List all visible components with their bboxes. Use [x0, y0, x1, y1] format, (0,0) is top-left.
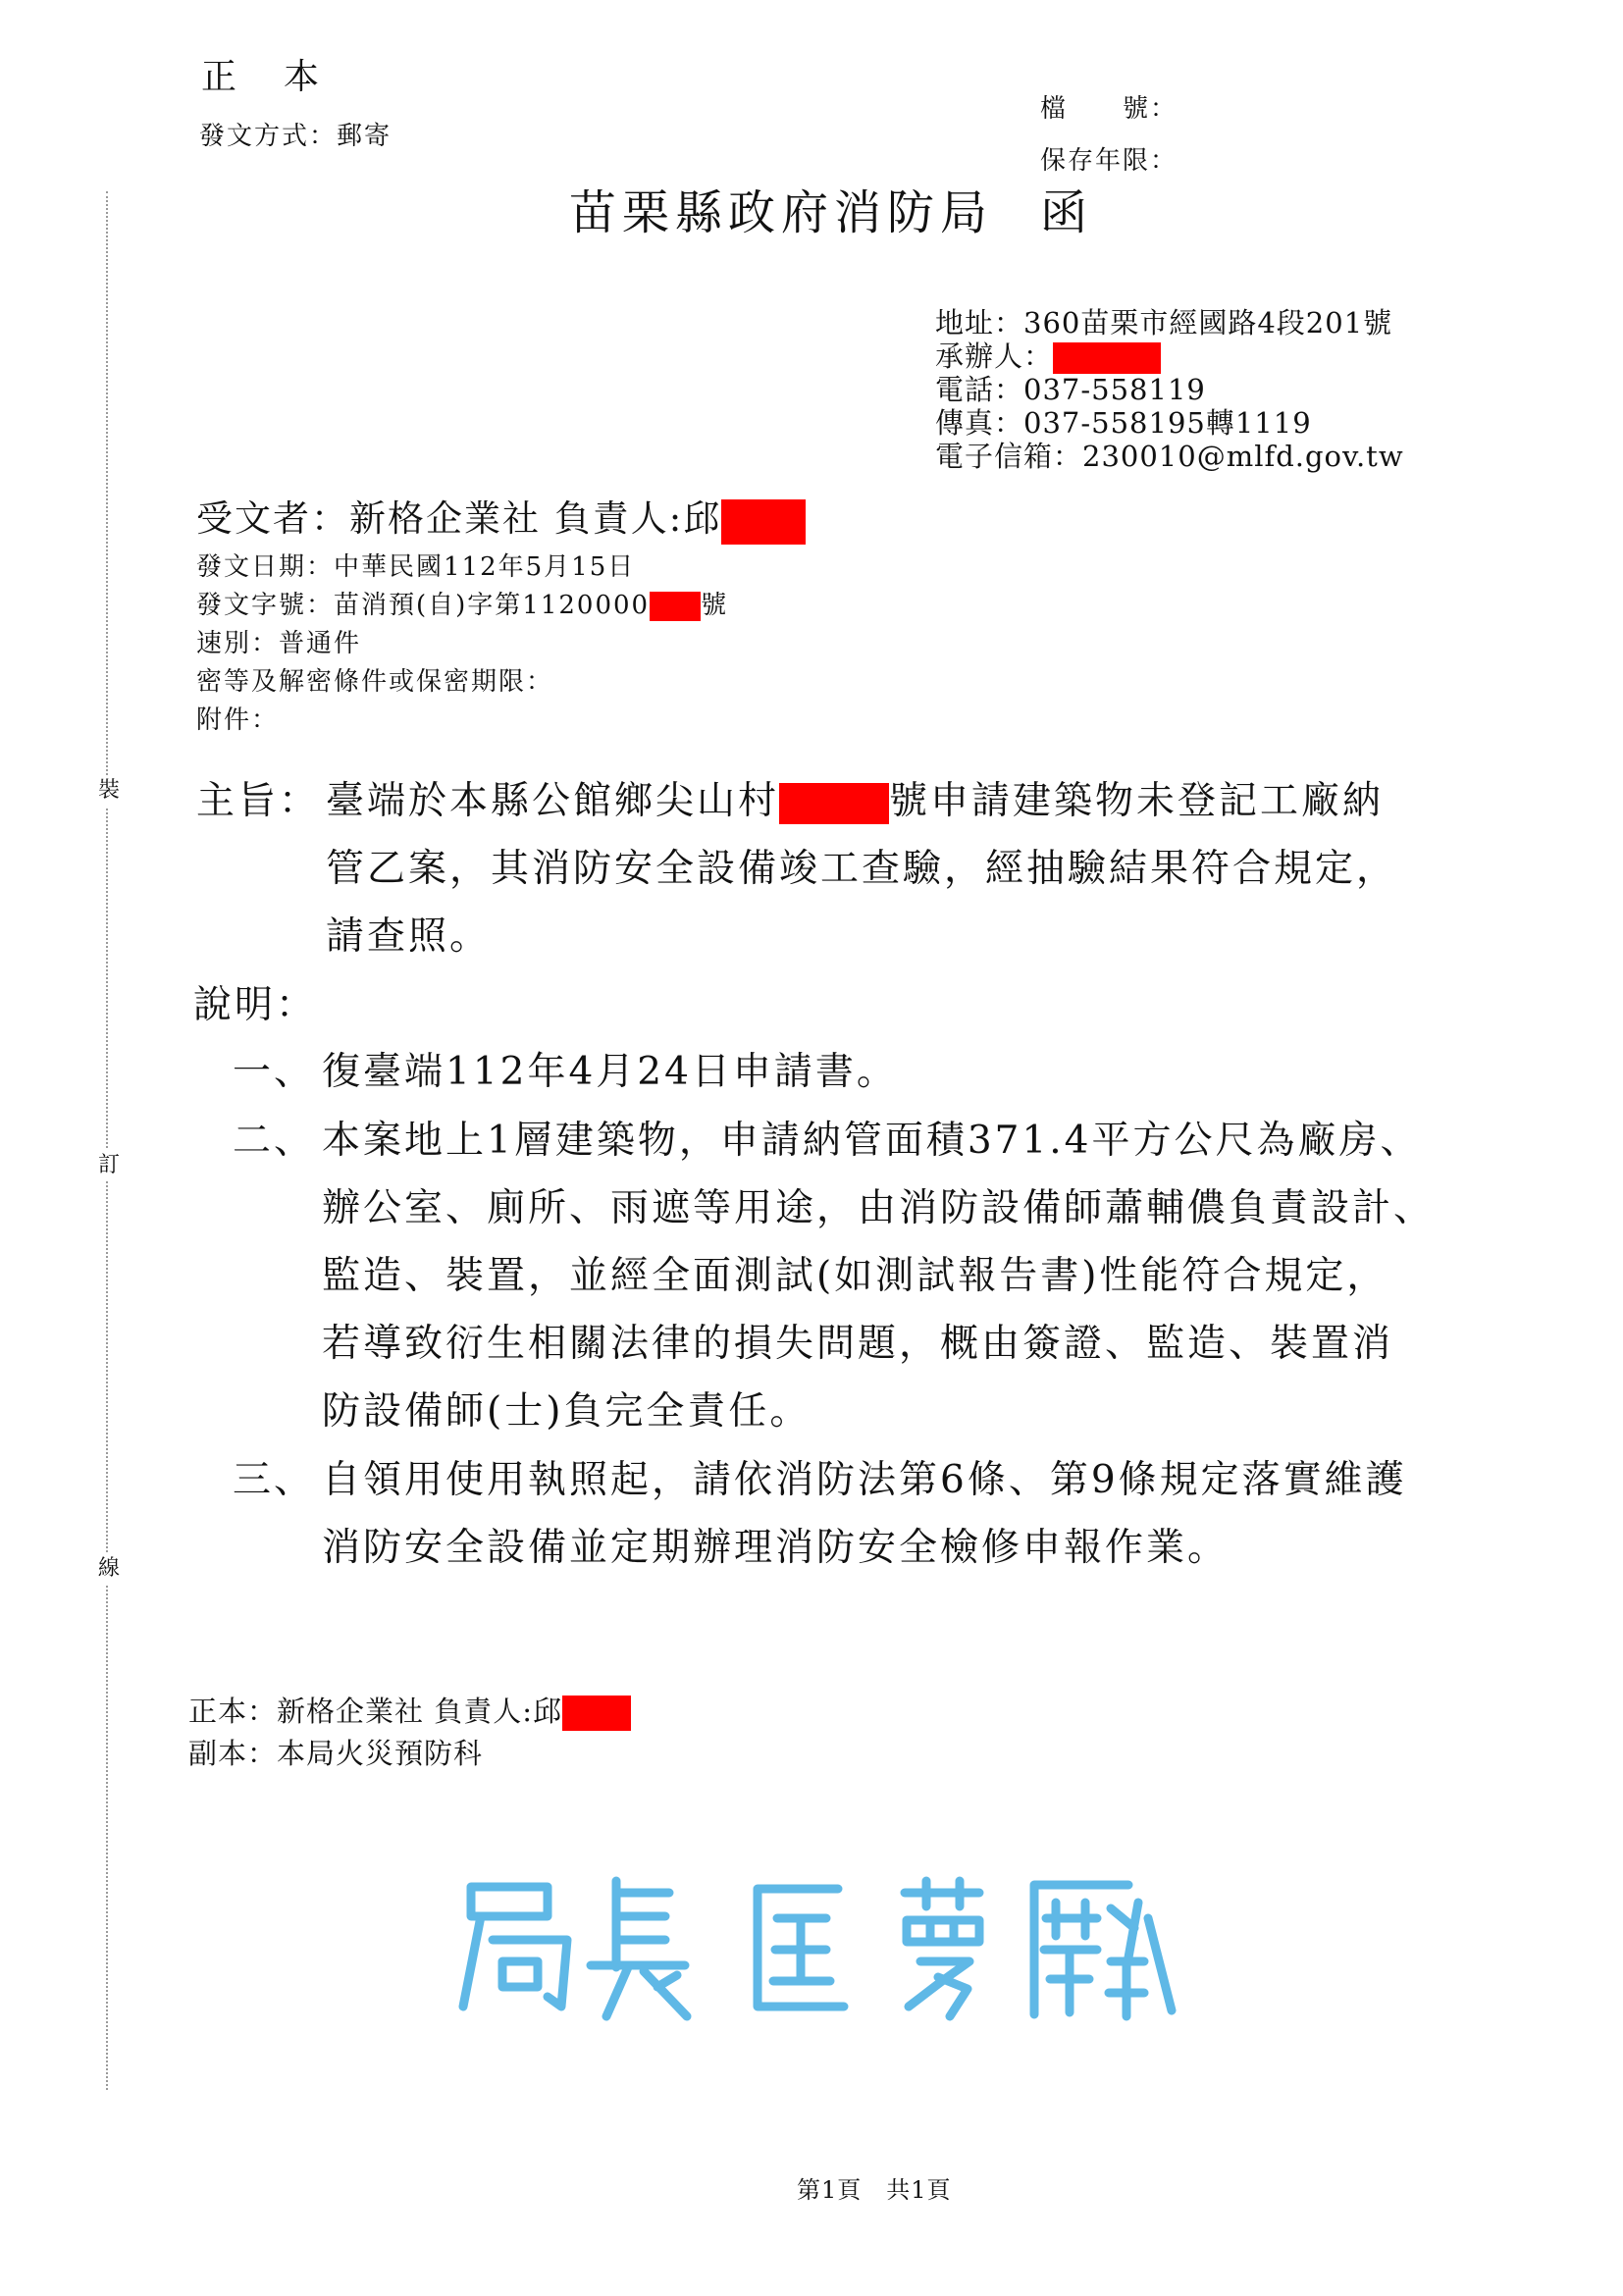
contact-email: 電子信箱：230010@mlfd.gov.tw	[935, 440, 1404, 473]
handler-label: 承辦人：	[935, 339, 1054, 373]
document-type: 函	[1040, 185, 1094, 240]
distribution-copy: 副本：本局火災預防科	[188, 1737, 484, 1770]
redaction-distribution	[562, 1696, 631, 1731]
recipient	[196, 489, 806, 545]
secrecy-class: 密等及解密條件或保密期限：	[196, 667, 554, 697]
explanation-item-2-line: 辦公室、廁所、雨遮等用途，由消防設備師蕭輔儂負責設計、	[322, 1186, 1436, 1230]
redaction-address	[779, 783, 889, 824]
binding-mark-xian: 線	[98, 1553, 120, 1585]
issue-number-prefix: 發文字號：苗消預(自)字第1120000	[196, 591, 651, 620]
attachment: 附件：	[196, 705, 280, 735]
explanation-item-3-line: 消防安全設備並定期辦理消防安全檢修申報作業。	[322, 1526, 1230, 1570]
binding-mark-zhuang: 裝	[98, 775, 120, 807]
redaction-recipient	[721, 499, 806, 545]
explanation-item-2-number: 二、	[233, 1119, 316, 1163]
subject-line-1-after: 號申請建築物未登記工廠納	[889, 779, 1385, 823]
subject-label: 主旨：	[196, 779, 321, 823]
retention-label: 保存年限：	[1040, 146, 1178, 176]
issue-number-suffix: 號	[701, 591, 729, 620]
subject-line-1	[326, 770, 1384, 825]
explanation-item-2-line: 若導致衍生相關法律的損失問題，概由簽證、監造、裝置消	[322, 1322, 1394, 1366]
binding-line	[106, 191, 108, 2090]
subject-line-2: 管乙案，其消防安全設備竣工查驗，經抽驗結果符合規定，	[326, 847, 1398, 891]
explanation-item-2-line: 本案地上1層建築物，申請納管面積371.4平方公尺為廠房、	[322, 1119, 1422, 1163]
distribution-original	[188, 1690, 631, 1731]
contact-phone: 電話：037-558119	[935, 373, 1206, 406]
redaction-number	[650, 592, 701, 621]
document-title: 苗栗縣政府消防局	[569, 185, 994, 240]
explanation-item-3-line: 自領用使用執照起，請依消防法第6條、第9條規定落實維護	[322, 1458, 1407, 1502]
binding-mark-ding: 訂	[98, 1150, 120, 1181]
explanation-item-3-number: 三、	[233, 1458, 316, 1502]
issue-date: 發文日期：中華民國112年5月15日	[196, 552, 636, 582]
issue-number	[196, 585, 728, 621]
explanation-item-1-line: 復臺端112年4月24日申請書。	[322, 1050, 898, 1094]
original-copy-mark: 正 本	[201, 57, 326, 97]
file-number-label: 檔 號：	[1040, 94, 1178, 124]
explanation-item-1-number: 一、	[233, 1050, 316, 1094]
contact-address: 地址：360苗栗市經國路4段201號	[935, 306, 1393, 339]
page-number: 第1頁 共1頁	[797, 2176, 952, 2204]
distribution-original-text: 正本：新格企業社 負責人:邱	[188, 1695, 562, 1728]
explanation-item-2-line: 防設備師(士)負完全責任。	[322, 1389, 812, 1434]
explanation-label: 說明：	[193, 983, 318, 1027]
subject-line-1-before: 臺端於本縣公館鄉尖山村	[326, 779, 780, 823]
speed-class: 速別：普通件	[196, 629, 362, 658]
subject-line-3: 請查照。	[326, 914, 492, 959]
director-signature-seal	[442, 1859, 1187, 2036]
dispatch-method: 發文方式：郵寄	[199, 122, 393, 151]
contact-fax: 傳真：037-558195轉1119	[935, 406, 1312, 440]
recipient-text: 受文者：新格企業社 負責人:邱	[196, 497, 722, 540]
explanation-item-2-line: 監造、裝置，並經全面測試(如測試報告書)性能符合規定，	[322, 1254, 1388, 1298]
